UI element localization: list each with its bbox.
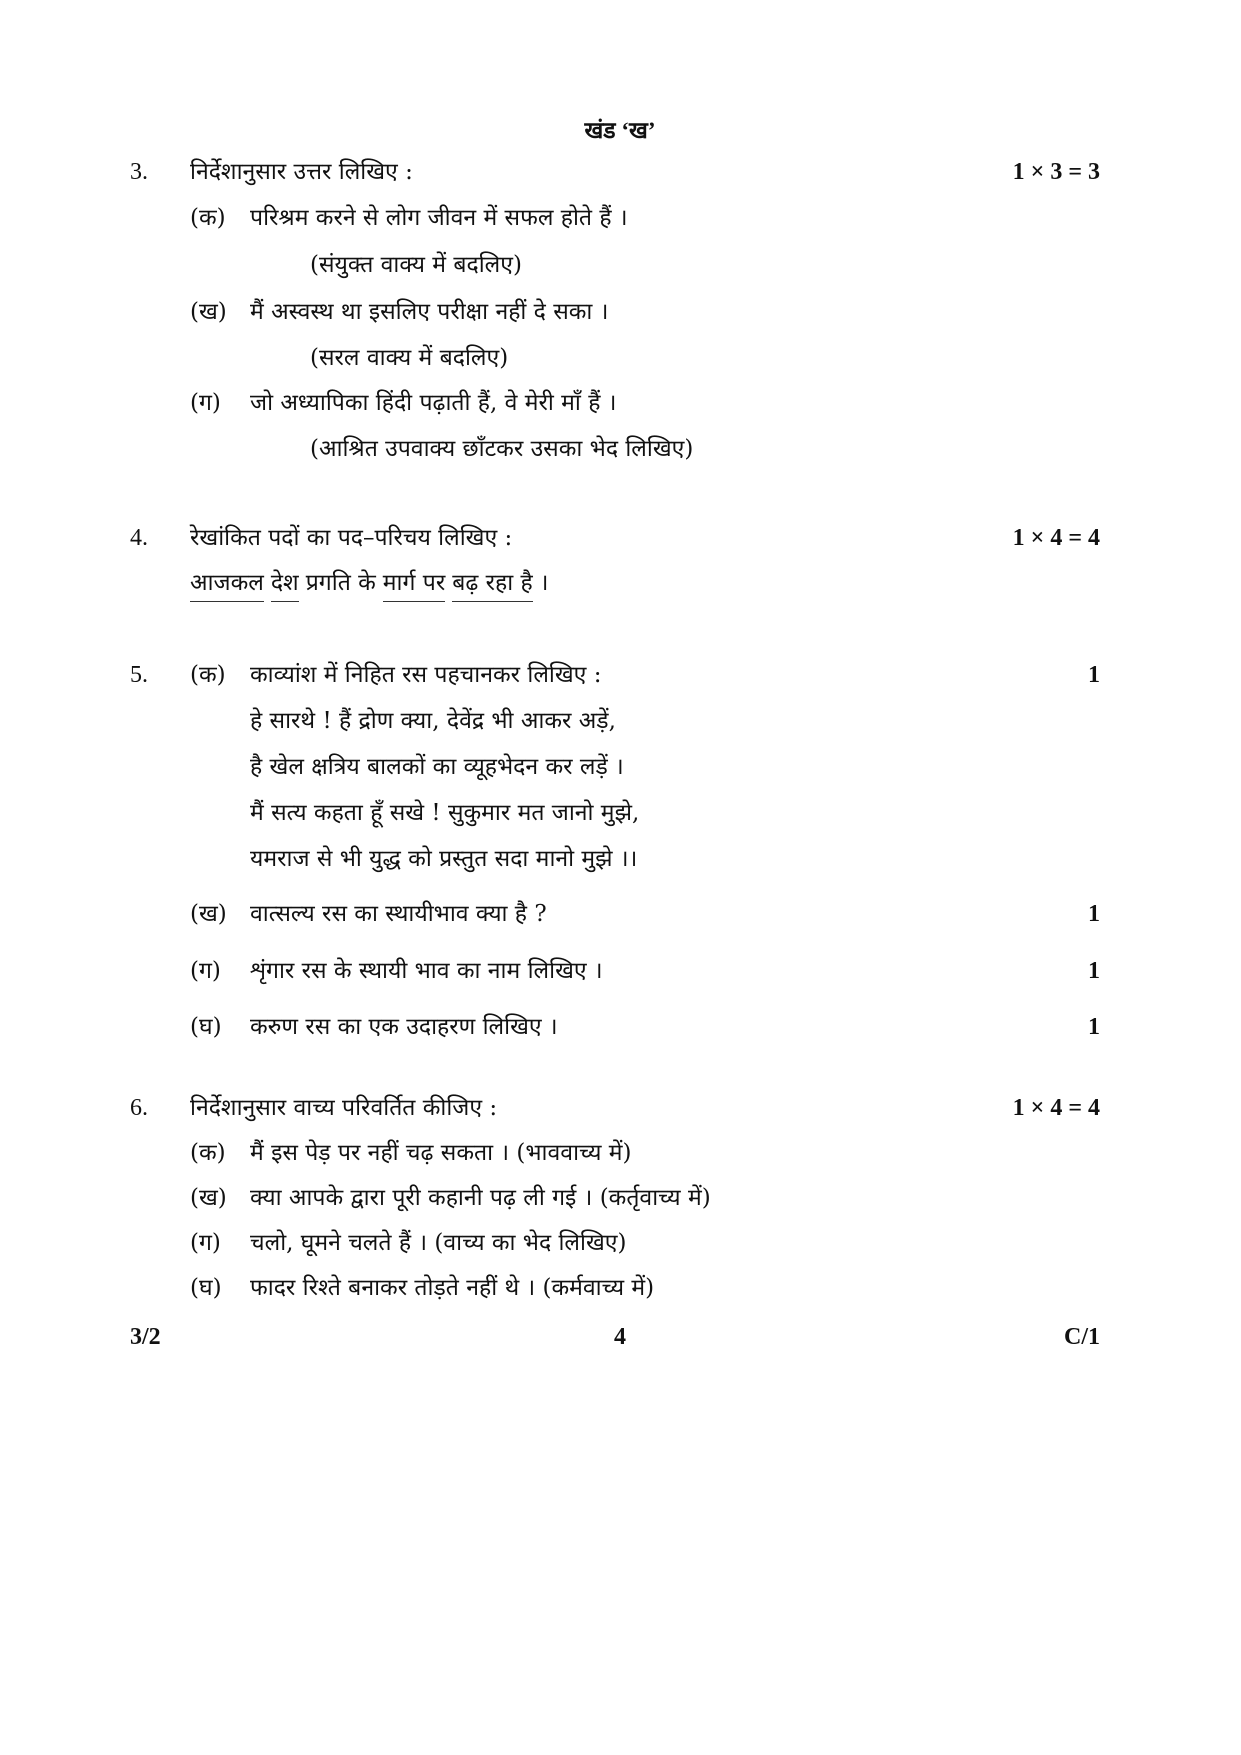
part-instruction: (सरल वाक्य में बदलिए)	[310, 345, 509, 371]
poem-line: मैं सत्य कहता हूँ सखे ! सुकुमार मत जानो मुझे,	[250, 800, 640, 826]
part-text: काव्यांश में निहित रस पहचानकर लिखिए :	[250, 662, 602, 688]
poem-line: है खेल क्षत्रिय बालकों का व्यूहभेदन कर लड़ें ।	[250, 754, 624, 780]
question-prompt: निर्देशानुसार वाच्य परिवर्तित कीजिए :	[190, 1095, 498, 1121]
question-number: 3.	[130, 159, 148, 185]
question-number: 4.	[130, 525, 148, 551]
question-marks: 1 × 3 = 3	[1012, 159, 1100, 185]
question-number: 5.	[130, 662, 148, 688]
part-text: वात्सल्य रस का स्थायीभाव क्या है ?	[250, 901, 547, 927]
part-label: (ख)	[190, 299, 227, 325]
part-label: (क)	[190, 1140, 226, 1166]
page-number: 4	[614, 1324, 626, 1350]
part-text: मैं अस्वस्थ था इसलिए परीक्षा नहीं दे सका ।	[250, 299, 609, 325]
part-text: फादर रिश्ते बनाकर तोड़ते नहीं थे । (कर्मवाच्य में)	[250, 1275, 655, 1301]
underlined-sentence	[190, 568, 548, 602]
question-marks: 1 × 4 = 4	[1012, 525, 1100, 551]
part-label: (ग)	[190, 1230, 221, 1256]
plain-word: प्रगति के	[305, 570, 376, 596]
question-prompt: निर्देशानुसार उत्तर लिखिए :	[190, 159, 413, 185]
poem-line: यमराज से भी युद्ध को प्रस्तुत सदा मानो मुझे ।।	[250, 846, 638, 872]
part-label: (क)	[190, 662, 226, 688]
part-text: परिश्रम करने से लोग जीवन में सफल होते हैं ।	[250, 205, 628, 231]
underlined-word: देश	[271, 568, 299, 602]
underlined-word: आजकल	[190, 568, 264, 602]
underlined-word: मार्ग पर	[383, 568, 445, 602]
part-label: (ग)	[190, 390, 221, 416]
footer-set: C/1	[1064, 1324, 1100, 1350]
part-label: (ख)	[190, 1185, 227, 1211]
part-text: शृंगार रस के स्थायी भाव का नाम लिखिए ।	[250, 958, 603, 984]
section-title: खंड ‘ख’	[584, 118, 656, 143]
part-instruction: (आश्रित उपवाक्य छाँटकर उसका भेद लिखिए)	[310, 436, 694, 462]
part-text: क्या आपके द्वारा पूरी कहानी पढ़ ली गई । (कर्तृवाच्य में)	[250, 1185, 711, 1211]
part-marks: 1	[1088, 901, 1100, 927]
underlined-word: बढ़ रहा है	[452, 568, 533, 602]
part-label: (ख)	[190, 901, 227, 927]
part-label: (क)	[190, 205, 226, 231]
sentence-end: ।	[539, 570, 549, 596]
part-marks: 1	[1088, 662, 1100, 688]
part-label: (घ)	[190, 1275, 222, 1301]
part-label: (घ)	[190, 1014, 222, 1040]
question-number: 6.	[130, 1095, 148, 1121]
part-instruction: (संयुक्त वाक्य में बदलिए)	[310, 252, 522, 278]
footer-code: 3/2	[130, 1324, 161, 1350]
part-text: करुण रस का एक उदाहरण लिखिए ।	[250, 1014, 558, 1040]
part-text: चलो, घूमने चलते हैं । (वाच्य का भेद लिखिए)	[250, 1230, 627, 1256]
part-marks: 1	[1088, 1014, 1100, 1040]
part-marks: 1	[1088, 958, 1100, 984]
question-prompt: रेखांकित पदों का पद–परिचय लिखिए :	[190, 525, 513, 551]
part-text: मैं इस पेड़ पर नहीं चढ़ सकता । (भाववाच्य में)	[250, 1140, 632, 1166]
poem-line: हे सारथे ! हैं द्रोण क्या, देवेंद्र भी आकर अड़ें,	[250, 708, 616, 734]
question-marks: 1 × 4 = 4	[1012, 1095, 1100, 1121]
part-text: जो अध्यापिका हिंदी पढ़ाती हैं, वे मेरी माँ हैं ।	[250, 390, 617, 416]
part-label: (ग)	[190, 958, 221, 984]
